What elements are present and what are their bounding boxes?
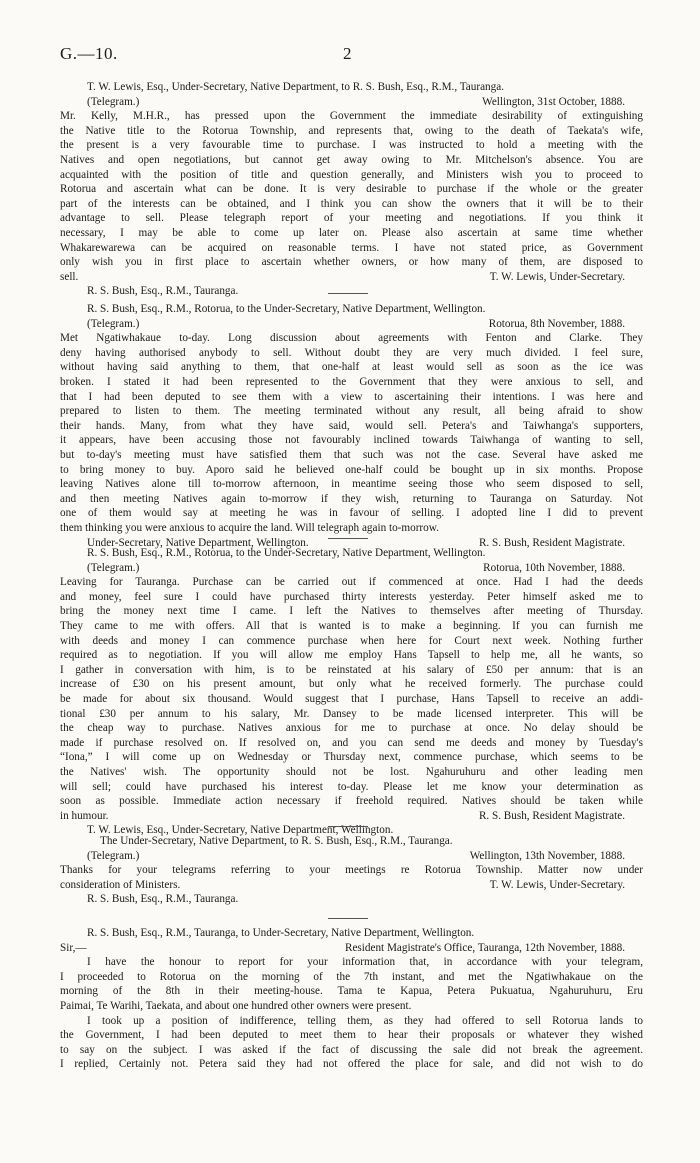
section-divider <box>328 538 368 539</box>
body-line: and money, feel sure I could have purchased thirty interests yesterday. Peter himself asked me to <box>60 590 643 603</box>
body-line: Mr. Kelly, M.H.R., has pressed upon the Government the immediate desirability of extinguishing <box>60 110 643 123</box>
body-line: the Government, I had been deputed to meet them to hear their proposals or whatever they wished <box>60 1029 643 1042</box>
body-line: advantage to sell. Please telegraph report of your meeting and negotiations. If you think it <box>60 212 643 225</box>
body-line: deny having authorised anybody to sell. Without doubt they are very much divided. I feel sure, <box>60 346 643 359</box>
body-line: one of them would say at meeting he was in favour of selling. I adopted line I did to prevent <box>60 507 643 520</box>
body-line: Thanks for your telegrams referring to your meetings re Rotorua Township. Matter now under <box>60 864 643 877</box>
body-line: the present is a very favourable time to purchase. I was instructed to hold a meeting with the <box>60 139 643 152</box>
closing-word: sell. <box>60 270 79 283</box>
letter-heading: The Under-Secretary, Native Department, to R. S. Bush, Esq., R.M., Tauranga. <box>100 835 453 847</box>
letter-body <box>60 575 643 823</box>
body-line: soon as possible. Immediate action necessary if freehold required. Natives should be taken while <box>60 795 643 808</box>
section-divider <box>328 293 368 294</box>
telegram-label: (Telegram.) <box>87 317 140 330</box>
body-line: consideration of Ministers. <box>60 878 181 891</box>
document-reference: G.—10. <box>60 44 118 63</box>
body-line: tional £30 per annum to his salary, Mr. Dansey to be made licensed interpreter. This will be <box>60 707 643 720</box>
signature-line <box>60 270 643 285</box>
body-line: but to-day's meeting must have satisfied them that such was not the case. Several have asked me <box>60 448 643 461</box>
body-line: to say on the subject. I was asked if the fact of discussing the sale did not break the agreement. <box>60 1043 643 1056</box>
body-line: Natives and open negotiations, but cannot get away owing to Mr. Mitchelson's absence. You are <box>60 153 643 166</box>
telegram-line <box>60 95 643 110</box>
addressee: T. W. Lewis, Esq., Under-Secretary, Native Department, Wellington. <box>87 824 394 837</box>
letter-heading: R. S. Bush, Esq., R.M., Rotorua, to the Under-Secretary, Native Department, Wellington. <box>87 547 486 559</box>
body-line: only wish you in first place to ascertain whether owners, or how many of them, are disposed to <box>60 256 643 269</box>
body-line: will sell; could have purchased his interest to-day. Please let me know your determination as <box>60 780 643 793</box>
telegram-bush-8-nov <box>60 302 643 550</box>
letter-heading: R. S. Bush, Esq., R.M., Rotorua, to the Under-Secretary, Native Department, Wellington. <box>87 303 486 315</box>
body-line: “Iona,” I will come up on Wednesday or Thursday next, commence purchase, which seems to be <box>60 751 643 764</box>
body-line: I gather in conversation with him, is to be reinstated at his salary of £50 per annum: that is an <box>60 663 643 676</box>
letter-body <box>60 955 643 1072</box>
body-line: made if purchase resolved on. If resolved on, and you can send me deeds and money by Tuesday's <box>60 736 643 749</box>
letter-heading: R. S. Bush, Esq., R.M., Tauranga, to Under-Secretary, Native Department, Wellington. <box>87 927 475 939</box>
body-line: them thinking you were anxious to acquire the land. Will telegraph again to-morrow. <box>60 521 439 534</box>
signature: R. S. Bush, Resident Magistrate. <box>478 536 625 549</box>
telegram-label: (Telegram.) <box>87 849 140 862</box>
body-line: increase of £30 on his present amount, but only what he received formerly. The purchase could <box>60 678 643 691</box>
body-line: and then meeting Natives again to-morrow if they wish, returning to Tauranga on Saturday. Not <box>60 492 643 505</box>
body-line: be made for about six thousand. Would suggest that I purchase, Hans Tapsell to receive an addi- <box>60 692 643 705</box>
letter-body <box>60 863 643 892</box>
salutation: Sir,— <box>60 941 87 954</box>
salutation-line <box>60 941 643 956</box>
place-date: Rotorua, 10th November, 1888. <box>483 561 625 574</box>
body-line: without having said anything to them, that one-half at least would sell as soon as the ice was <box>60 361 643 374</box>
body-line: part of the interests can be obtained, and I think you can show the owners that it will be to their <box>60 197 643 210</box>
body-line: Rotorua and ascertain what can be done. It is very desirable to purchase if the whole or the greater <box>60 183 643 196</box>
section-divider <box>328 826 368 827</box>
body-line: I proceeded to Rotorua on the morning of the 7th instant, and met the Ngatiwhakaue on the <box>60 970 643 983</box>
body-line: bring the money next time I came. I left the Natives to themselves after meeting of Thursday. <box>60 605 643 618</box>
signature: R. S. Bush, Resident Magistrate. <box>478 809 625 822</box>
body-line: I took up a position of indifference, telling them, as they had offered to sell Rotorua lands to <box>87 1014 643 1027</box>
body-line: Leaving for Tauranga. Purchase can be carried out if commenced at once. Had I had the deeds <box>60 576 643 589</box>
body-line: I replied, Certainly not. Petera said they had not offered the place for sale, and did not wish to do <box>60 1058 643 1071</box>
place-date: Resident Magistrate's Office, Tauranga, 12th November, 1888. <box>345 941 625 954</box>
letter-body <box>60 109 643 284</box>
letter-body <box>60 331 643 535</box>
telegram-label: (Telegram.) <box>87 561 140 574</box>
page-header <box>60 44 640 64</box>
body-line: morning of the 8th in their meeting-house. Tama te Kapua, Petera Pukuatua, Ngahuruhuru, Eru <box>60 985 643 998</box>
body-line: prepared to listen to them. The meeting terminated without any result, all being afraid to show <box>60 405 643 418</box>
signature: T. W. Lewis, Under-Secretary. <box>489 878 625 891</box>
letter-heading: T. W. Lewis, Esq., Under-Secretary, Native Department, to R. S. Bush, Esq., R.M., Tauranga. <box>87 81 504 93</box>
body-line: broken. I stated it had been represented to the Government that they were anxious to sell, and <box>60 375 643 388</box>
letter-lewis-to-bush-31-oct <box>60 80 643 299</box>
telegram-line <box>60 317 643 332</box>
body-line: Met Ngatiwhakaue to-day. Long discussion about agreements with Fenton and Clarke. They <box>60 332 643 345</box>
letter-bush-12-nov <box>60 926 643 1072</box>
place-date: Rotorua, 8th November, 1888. <box>488 317 625 330</box>
telegram-label: (Telegram.) <box>87 95 140 108</box>
body-line: to bring money to buy. Aporo said he believed one-half could be bought up in six months. Propose <box>60 463 643 476</box>
body-line: Paimai, Te Warihi, Taekata, and about one hundred other owners were present. <box>60 999 412 1012</box>
signature-line <box>60 809 643 824</box>
body-line: that I had been deputed to see them with a view to ascertaining their intentions. I was here and <box>60 390 643 403</box>
telegram-line <box>60 561 643 576</box>
body-line: I have the honour to report for your information that, in accordance with your telegram, <box>87 956 643 969</box>
section-divider <box>328 918 368 919</box>
place-date: Wellington, 31st October, 1888. <box>482 95 625 108</box>
body-line: leaving Natives alone till to-morrow afternoon, in meantime seeing those who seem disposed to sell, <box>60 478 643 491</box>
body-line: required as to negotiation. If you will allow me employ Hans Tapsell to help me, all he wants, so <box>60 649 643 662</box>
body-line: They came to me with offers. All that is wanted is to make a beginning. If you can furnish me <box>60 619 643 632</box>
body-line: the cheap way to purchase. Natives anxious for me to purchase at once. No delay should be <box>60 722 643 735</box>
addressee: Under-Secretary, Native Department, Wellington. <box>87 536 309 549</box>
body-line: with deeds and money I can commence purchase when here for Court next week. Nothing further <box>60 634 643 647</box>
closing-word: in humour. <box>60 809 109 822</box>
signature: T. W. Lewis, Under-Secretary. <box>489 270 625 283</box>
body-line: necessary, I may be able to come up later on. Please also ascertain at same time whether <box>60 226 643 239</box>
addressee: R. S. Bush, Esq., R.M., Tauranga. <box>87 285 239 298</box>
telegram-line <box>60 849 643 864</box>
body-line: Whakarewarewa can be acquired on reasonable terms. I have not stated price, as Government <box>60 241 643 254</box>
page-number: 2 <box>343 44 352 63</box>
body-line: the Native title to the Rotorua Township, and represents that, owing to the death of Taekata's wife, <box>60 124 643 137</box>
telegram-under-secretary-13-nov <box>60 834 643 907</box>
body-line: their hands. Many, from what they have said, would sell. Petera's and Taiwhanga's supporters, <box>60 419 643 432</box>
telegram-bush-10-nov <box>60 546 643 838</box>
signature-line <box>60 878 643 893</box>
body-line: it appears, have been accusing those not favourably inclined towards Taiwhanga of wanting to sell, <box>60 434 643 447</box>
place-date: Wellington, 13th November, 1888. <box>469 849 625 862</box>
addressee: R. S. Bush, Esq., R.M., Tauranga. <box>87 893 239 906</box>
body-line: the Natives' wish. The opportunity should not be lost. Ngahuruhuru and other leading men <box>60 765 643 778</box>
body-line: acquainted with the position of title and question generally, and Ministers wish you to proceed to <box>60 168 643 181</box>
